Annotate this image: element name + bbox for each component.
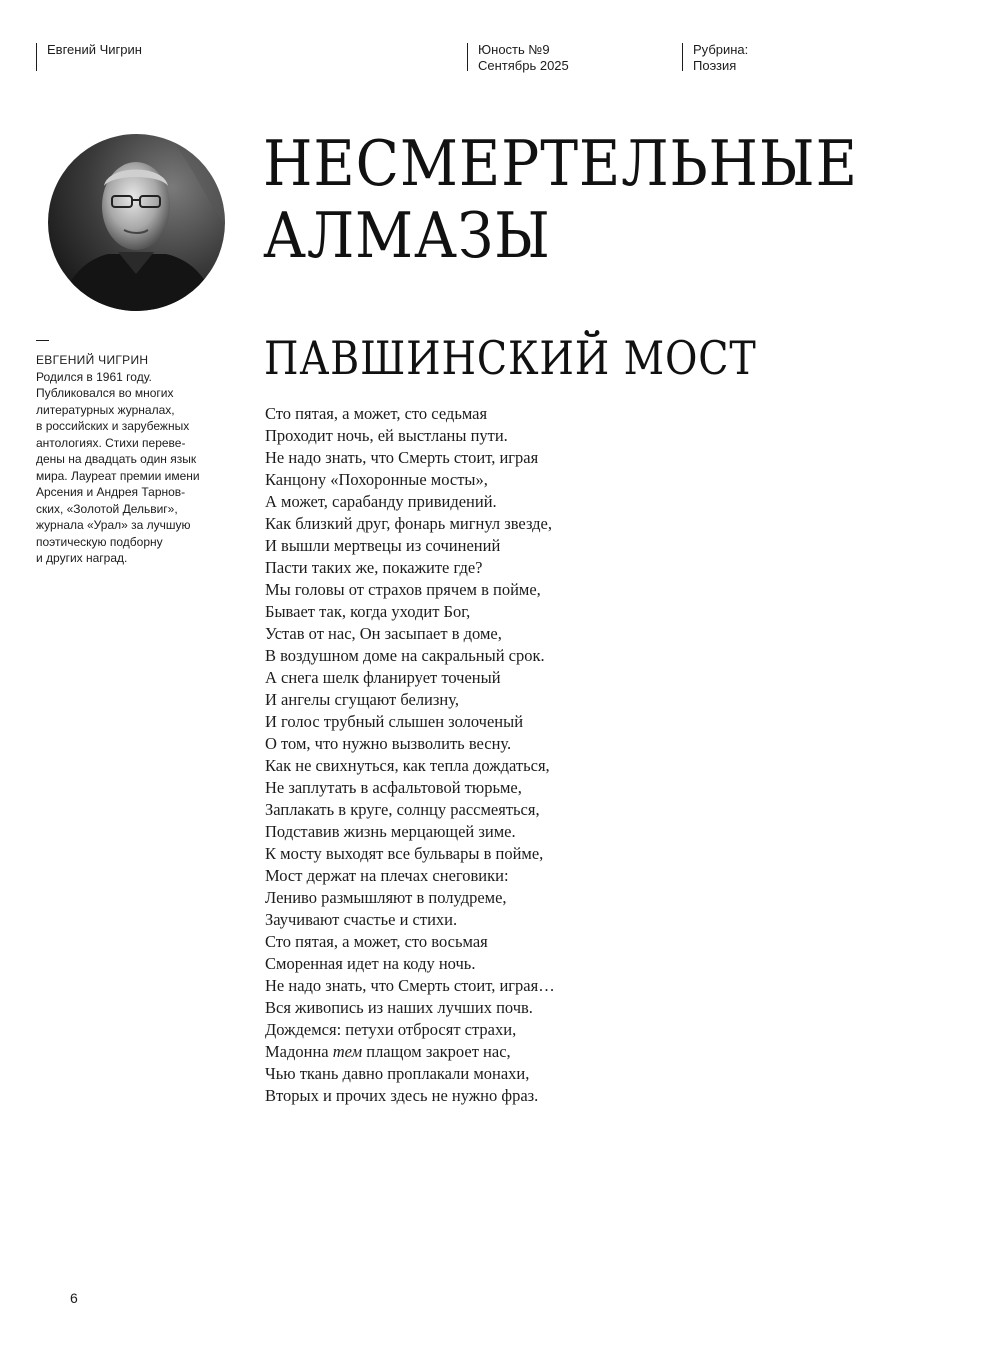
poem-line: И голос трубный слышен золоченый [265,712,524,731]
bio-line: дены на двадцать один язык [36,452,197,466]
poem-line: Чью ткань давно проплакали монахи, [265,1064,530,1083]
poem-line: Лениво размышляют в полудреме, [265,888,507,907]
poem-line: Сто пятая, а может, сто седьмая [265,404,488,423]
header-issue-date: Сентябрь 2025 [478,58,569,73]
bio-line: антологиях. Стихи переве- [36,435,186,450]
poem-line: Канцону «Похоронные мосты», [265,470,488,489]
bio-line: поэтическую подборну [36,534,163,549]
poem-line: К мосту выходят все бульвары в пойме, [265,844,544,863]
page-number: 6 [70,1290,78,1306]
author-portrait [48,134,225,311]
poem-line: Пасти таких же, покажите где? [265,558,483,577]
poem-line: Не заплутать в асфальтовой тюрьме, [265,778,522,797]
poem-line: А снега шелк фланирует точеный [265,668,501,687]
poem-line: Как не свихнуться, как тепла дождаться, [265,756,550,775]
poem-line: О том, что нужно вызволить весну. [265,734,512,753]
poem-body [265,403,685,1107]
header-section-value: Поэзия [693,58,737,73]
article-title [263,128,893,272]
poem-line [265,1041,685,1063]
poem-line: Заучивают счастье и стихи. [265,910,458,929]
poem-line: Подставив жизнь мерцающей зиме. [265,822,516,841]
poem-line-italic-word: тем [332,1042,363,1061]
running-header-author [36,42,142,58]
poem-line: Сто пятая, а может, сто восьмая [265,932,488,951]
bio-line: в российских и зарубежных [36,419,190,433]
bio-line: Арсения и Андрея Тарнов- [36,485,186,499]
poem-line: Сморенная идет на коду ночь. [265,954,476,973]
running-header-section [682,42,748,74]
poem-line: Заплакать в круге, солнцу рассмеяться, [265,800,540,819]
poem-line-part: Мадонна [265,1042,333,1061]
poem-line: И вышли мертвецы из сочинений [265,536,501,555]
bio-author-name: ЕВГЕНИЙ ЧИГРИН [36,353,149,367]
poem-line: Дождемся: петухи отбросят страхи, [265,1020,517,1039]
header-issue-number: Юность №9 [478,42,550,57]
poem-line: Вторых и прочих здесь не нужно фраз. [265,1086,539,1105]
bio-line: ских, «Золотой Дельвиг», [36,501,178,516]
running-header-issue [467,42,569,74]
poem-line: В воздушном доме на сакральный срок. [265,646,545,665]
poem-line: Мы головы от страхов прячем в пойме, [265,580,541,599]
bio-line: мира. Лауреат премии имени [36,468,200,483]
bio-line: журнала «Урал» за лучшую [36,518,191,532]
poem-line: Проходит ночь, ей выстланы пути. [265,426,508,445]
poem-line-part: плащом закроет нас, [362,1042,511,1061]
poem-line: Бывает так, когда уходит Бог, [265,602,471,621]
bio-line: Родился в 1961 году. [36,369,152,384]
poem-line: Не надо знать, что Смерть стоит, играя [265,448,539,467]
poem-title: ПАВШИНСКИЙ МОСТ [264,331,757,385]
poem-line: Как близкий друг, фонарь мигнул звезде, [265,514,553,533]
bio-line: литературных журналах, [36,402,175,417]
poem-line: Устав от нас, Он засыпает в доме, [265,624,502,643]
poem-line: И ангелы сгущают белизну, [265,690,459,709]
article-title-line-1: НЕСМЕРТЕЛЬНЫЕ [263,127,858,200]
poem-line: А может, сарабанду привидений. [265,492,497,511]
author-bio [36,340,236,567]
bio-line: и других наград. [36,551,128,565]
author-photo-image [48,134,225,311]
header-author: Евгений Чигрин [47,42,142,57]
poem-line: Мост держат на плечах снеговики: [265,866,509,885]
bio-line: Публиковался во многих [36,386,174,400]
header-section-label: Рубрина: [693,42,749,57]
bio-divider [36,340,49,341]
poem-line: Вся живопись из наших лучших почв. [265,998,533,1017]
poem-line: Не надо знать, что Смерть стоит, играя… [265,976,555,995]
article-title-line-2: АЛМАЗЫ [263,199,551,272]
